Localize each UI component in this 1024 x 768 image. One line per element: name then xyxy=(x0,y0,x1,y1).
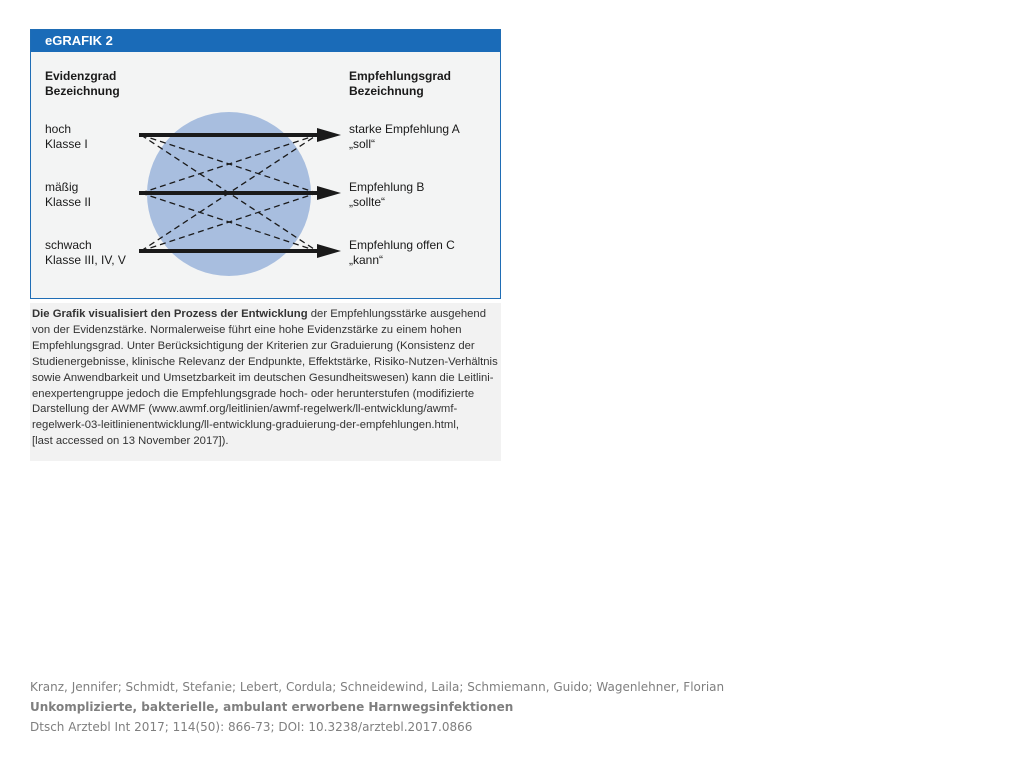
citation-authors: Kranz, Jennifer; Schmidt, Stefanie; Lebert, Cordula; Schneidewind, Laila; Schmiemann, Guido; Wagenlehner, Florian xyxy=(30,680,725,694)
caption-line: sowie Anwendbarkeit und Umsetzbarkeit im deutschen Gesundheitswesen) kann die Leitlini- xyxy=(32,371,494,384)
egrafik-figure xyxy=(30,29,501,299)
caption-line-first xyxy=(32,307,499,323)
caption-line: regelwerk-03-leitlinienentwicklung/ll-entwicklung-graduierung-der-empfehlungen.html, xyxy=(32,419,459,432)
citation-source: Dtsch Arztebl Int 2017; 114(50): 866-73; DOI: 10.3238/arztebl.2017.0866 xyxy=(30,720,473,734)
figure-header: eGRAFIK 2 xyxy=(31,30,500,52)
caption-first-line-rest: der Empfehlungsstärke ausgehend xyxy=(307,308,486,320)
figure-caption xyxy=(30,303,501,461)
right-column-heading: Empfehlungsgrad Bezeichnung xyxy=(349,69,452,98)
caption-line: von der Evidenzstärke. Normalerweise führt eine hohe Evidenzstärke zu einem hohen xyxy=(32,323,462,336)
caption-line: [last accessed on 13 November 2017]). xyxy=(32,435,229,448)
caption-line: enexpertengruppe jedoch die Empfehlungsgrade hoch- oder herunterstufen (modifizierte xyxy=(32,387,475,400)
caption-line: Empfehlungsgrad. Unter Berücksichtigung der Kriterien zur Graduierung (Konsistenz der xyxy=(32,339,475,352)
left-column-heading: Evidenzgrad Bezeichnung xyxy=(45,69,120,98)
figure-body xyxy=(31,52,500,298)
recommendation-grade-c: Empfehlung offen C „kann“ xyxy=(349,238,455,267)
recommendation-grade-b: Empfehlung B „sollte“ xyxy=(349,180,425,209)
arrowhead-c xyxy=(317,244,341,258)
citation-block xyxy=(30,677,724,737)
arrowhead-a xyxy=(317,128,341,142)
caption-line: Darstellung der AWMF (www.awmf.org/leitlinien/awmf-regelwerk/ll-entwicklung/awmf- xyxy=(32,403,458,416)
caption-bold-lead: Die Grafik visualisiert den Prozess der Entwicklung xyxy=(32,308,308,320)
evidence-level-high: hoch Klasse I xyxy=(45,122,88,151)
arrowhead-b xyxy=(317,186,341,200)
caption-line: Studienergebnisse, klinische Relevanz der Endpunkte, Effektstärke, Risiko-Nutzen-Verhältnis xyxy=(32,355,498,368)
evidence-level-moderate: mäßig Klasse II xyxy=(45,180,92,209)
citation-title: Unkomplizierte, bakterielle, ambulant erworbene Harnwegsinfektionen xyxy=(30,700,514,714)
recommendation-grade-a: starke Empfehlung A „soll“ xyxy=(349,122,460,151)
evidence-level-low: schwach Klasse III, IV, V xyxy=(45,238,126,267)
